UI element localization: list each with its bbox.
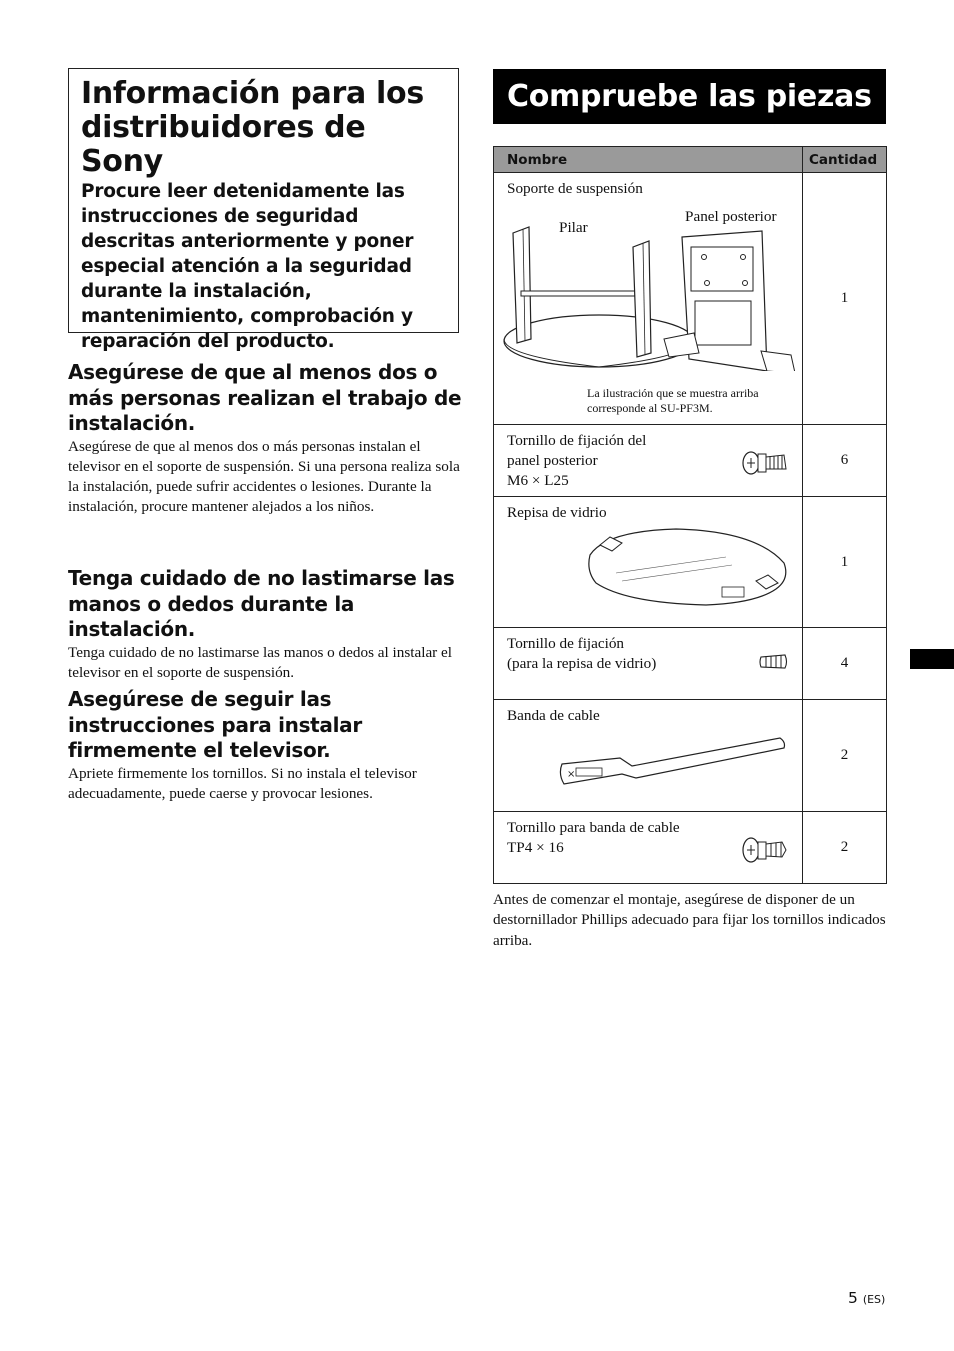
screw-m6-icon xyxy=(742,446,788,478)
caption-line-2: corresponde al SU-PF3M. xyxy=(587,401,713,415)
cable-band-illustration xyxy=(556,734,788,790)
screw-shelf-icon xyxy=(759,653,789,671)
check-parts-title: Compruebe las piezas xyxy=(507,79,872,114)
item-name-line-1: Tornillo de fijación xyxy=(507,635,625,652)
item-name-line-1: Tornillo de fijación del xyxy=(507,432,647,449)
item-qty: 6 xyxy=(803,425,887,497)
item-qty: 1 xyxy=(803,173,887,425)
item-qty: 2 xyxy=(803,812,887,884)
table-row xyxy=(494,497,887,628)
section-heading: Asegúrese de que al menos dos o más personas realizan el trabajo de instalación. xyxy=(68,360,462,435)
table-row xyxy=(494,425,887,497)
item-qty: 2 xyxy=(803,700,887,812)
section-follow-instructions xyxy=(68,687,463,804)
item-name: Banda de cable xyxy=(507,707,600,724)
dealer-title: Información para los distribuidores de Sony xyxy=(81,76,424,179)
glass-shelf-illustration xyxy=(586,527,792,607)
item-name: Soporte de suspensión xyxy=(507,180,643,197)
check-parts-banner xyxy=(493,69,886,124)
item-name-line-3: M6 × L25 xyxy=(507,472,569,489)
label-rear-panel: Panel posterior xyxy=(685,208,777,225)
page-number-value: 5 xyxy=(848,1289,858,1307)
dealer-info-box xyxy=(68,68,459,352)
caption-line-1: La ilustración que se muestra arriba xyxy=(587,386,759,400)
section-heading: Asegúrese de seguir las instrucciones para instalar firmemente el televisor. xyxy=(68,687,362,762)
table-header-row xyxy=(494,147,887,173)
section-heading: Tenga cuidado de no lastimarse las manos o dedos durante la instalación. xyxy=(68,566,455,641)
tools-note: Antes de comenzar el montaje, asegúrese de disponer de un destornillador Phillips adecuado para fijar los tornillos indicados arriba. xyxy=(493,891,886,949)
header-qty: Cantidad xyxy=(803,147,887,173)
parts-table xyxy=(493,146,887,884)
item-name-line-2: TP4 × 16 xyxy=(507,839,564,856)
page-language: (ES) xyxy=(862,1293,886,1306)
table-row xyxy=(494,700,887,812)
section-body: Apriete firmemente los tornillos. Si no instala el televisor adecuadamente, puede caerse y provocar lesiones. xyxy=(68,764,417,802)
label-pillar: Pilar xyxy=(559,219,588,236)
section-body: Tenga cuidado de no lastimarse las manos o dedos al instalar el televisor en el soporte de suspensión. xyxy=(68,643,452,681)
dealer-subtitle: Procure leer detenidamente las instrucciones de seguridad descritas anteriormente y poner especial atención a la seguridad durante la instalación, mantenimiento, comprobación y reparación del producto. xyxy=(81,181,414,352)
item-qty: 4 xyxy=(803,628,887,700)
item-name: Repisa de vidrio xyxy=(507,504,607,521)
section-tab-marker xyxy=(910,649,954,669)
table-row xyxy=(494,628,887,700)
header-name: Nombre xyxy=(494,147,803,173)
table-row xyxy=(494,812,887,884)
page-number xyxy=(848,1289,885,1307)
item-name-line-2: panel posterior xyxy=(507,452,598,469)
item-qty: 1 xyxy=(803,497,887,628)
table-row xyxy=(494,173,887,425)
stand-illustration xyxy=(499,221,799,371)
svg-text:×: × xyxy=(567,769,576,780)
item-name-line-1: Tornillo para banda de cable xyxy=(507,819,680,836)
section-body: Asegúrese de que al menos dos o más personas instalan el televisor en el soporte de suspensión. Si una persona realiza sola la instalación, puede sufrir accidentes o lesiones. Durante la instalación, procure mantener alejados a los niños. xyxy=(68,437,460,516)
section-hands-care xyxy=(68,566,463,683)
screw-tp4-icon xyxy=(742,832,788,866)
section-two-people xyxy=(68,360,463,518)
item-name-line-2: (para la repisa de vidrio) xyxy=(507,655,657,672)
